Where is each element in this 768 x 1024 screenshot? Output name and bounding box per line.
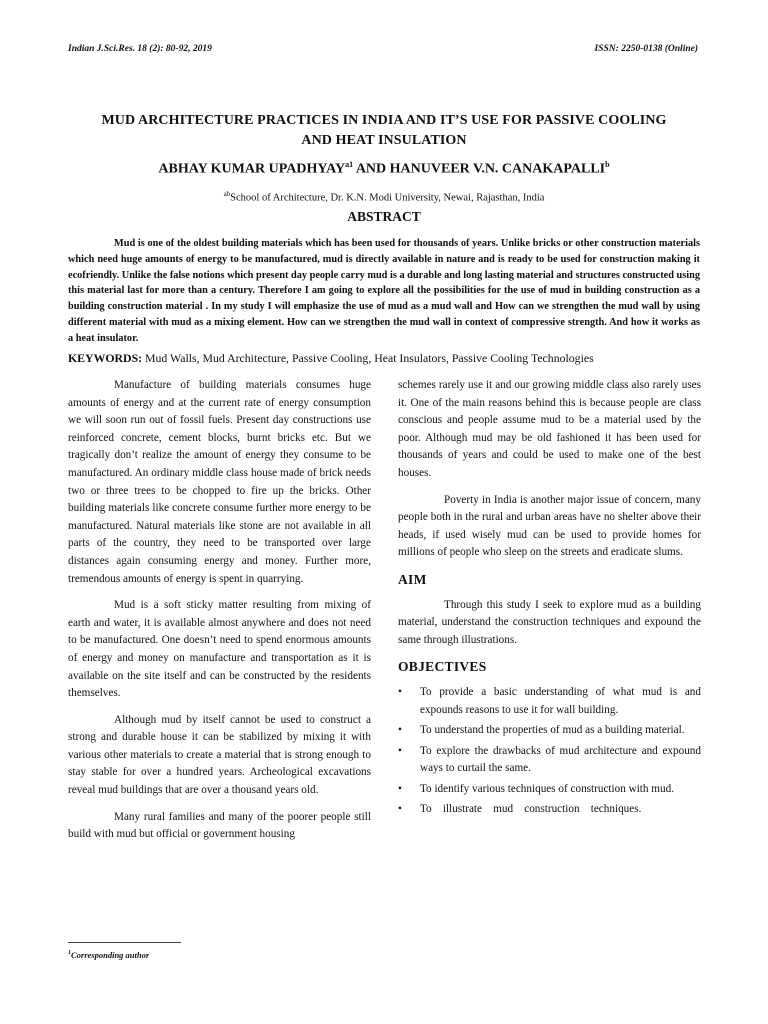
- objective-text: To illustrate mud construction techniques.: [420, 803, 642, 816]
- paragraph: Mud is a soft sticky matter resulting from mixing of earth and water, it is available almost anywhere and does not need to be manufactured. One doesn’t need to spend enormous amounts of energy and money on manufacture and transportation as it is available on the site itself and can be constructed by the residents themselves.: [68, 599, 371, 700]
- paragraph: Manufacture of building materials consumes huge amounts of energy and at the current rate of energy consumption we will soon run out of fossil fuels. Present day constructions use reinforced concrete, cement blocks, burnt bricks etc. But we tragically don’t realize the amount of energy they consume to be manufactured. An ordinary middle class house made of brick needs two or three trees to be chopped to fire up the bricks. Other building materials like concrete consume further more energy to be manufactured. Natural materials like stone are not available in all parts of the country, they need to be transported over large distances again consuming energy and money. Further more, tremendous amounts of energy is spent in quarrying.: [68, 379, 371, 585]
- author-2-affiliation-mark: b: [605, 160, 610, 169]
- author-list: [60, 160, 708, 178]
- title-line-2: AND HEAT INSULATION: [301, 133, 467, 148]
- list-item: [398, 781, 701, 799]
- abstract-text: Mud is one of the oldest building materials which has been used for thousands of years. Unlike bricks or other construction materials which need huge amounts of energy to be manufactured, mud is directly available in nature and is ready to be used for construction making it ecofriendly. Unlike the false notions which present day people carry mud is a durable and long lasting material and structures constructed using this material last for more than a century. Therefore I am going to explore all the possibilities for the use of mud in building construction as a building construction material . In my study I will emphasize the use of mud as a mud wall and How can we strengthen the mud wall by using different material with mud as a mixing element. How can we strengthen the mud wall in context of compressive strength. And how it works as a heat insulator.: [68, 238, 700, 344]
- list-item: [398, 722, 701, 740]
- right-column: [398, 377, 701, 822]
- running-head: [68, 44, 698, 54]
- paragraph: Although mud by itself cannot be used to construct a strong and durable house it can be stabilized by mixing it with various other materials to create a material that is strong enough to stay stable for over a hundred years. Archeological excavations reveal mud buildings that are over a thousand years old.: [68, 713, 371, 797]
- author-1: ABHAY KUMAR UPADHYAY: [158, 161, 346, 177]
- paragraph: schemes rarely use it and our growing middle class also rarely uses it. One of the main reasons behind this is because people are class conscious and people assume mud to be a material used by the poor. Although mud may be old fashioned it has been used for thousands of years and could be used to make one of the best houses.: [398, 379, 701, 479]
- objective-text: To explore the drawbacks of mud architecture and expound ways to curtail the same.: [420, 744, 701, 775]
- bullet-icon: •: [398, 685, 402, 698]
- journal-citation: Indian J.Sci.Res. 18 (2): 80-92, 2019: [68, 44, 212, 54]
- footnote-mark: 1: [68, 950, 71, 957]
- bullet-icon: •: [398, 744, 402, 757]
- keywords-text: Mud Walls, Mud Architecture, Passive Cooling, Heat Insulators, Passive Cooling Technologies: [142, 351, 594, 365]
- abstract-heading: ABSTRACT: [347, 209, 421, 224]
- footnote: [68, 950, 149, 960]
- list-item: [398, 743, 701, 778]
- bullet-icon: •: [398, 724, 402, 737]
- affiliation-mark: ab: [223, 190, 231, 198]
- footnote-divider: [68, 942, 181, 943]
- footnote-text: Corresponding author: [71, 950, 150, 960]
- paragraph: Many rural families and many of the poorer people still build with mud but official or government housing: [68, 810, 371, 841]
- author-1-affiliation-mark: a1: [345, 160, 354, 169]
- keywords: [68, 351, 708, 366]
- objective-text: To provide a basic understanding of what mud is and expounds reasons to use it for wall building.: [420, 685, 701, 716]
- bullet-icon: •: [398, 782, 402, 795]
- bullet-icon: •: [398, 803, 402, 816]
- paragraph: Poverty in India is another major issue of concern, many people both in the rural and urban areas have no shelter above their heads, if used wisely mud can be used to provide homes for millions of people who sleep on the streets and eradicate slums.: [398, 493, 701, 559]
- list-item: [398, 684, 701, 719]
- objectives-heading: OBJECTIVES: [398, 659, 487, 675]
- list-item: [398, 801, 701, 819]
- objective-text: To identify various techniques of construction with mud.: [420, 782, 674, 795]
- issn: ISSN: 2250-0138 (Online): [594, 44, 698, 54]
- aim-heading: AIM: [398, 571, 427, 587]
- objectives-list: [398, 684, 701, 819]
- affiliation-text: School of Architecture, Dr. K.N. Modi University, Newai, Rajasthan, India: [230, 192, 545, 204]
- author-2: AND HANUVEER V.N. CANAKAPALLI: [353, 161, 606, 177]
- title-line-1: MUD ARCHITECTURE PRACTICES IN INDIA AND IT’S USE FOR PASSIVE COOLING: [101, 113, 667, 128]
- aim-text: Through this study I seek to explore mud as a building material, understand the construction techniques and expound the same through illustrations.: [398, 598, 701, 646]
- affiliation: [60, 190, 708, 204]
- paper-title: [60, 111, 708, 151]
- objective-text: To understand the properties of mud as a building material.: [420, 724, 685, 737]
- keywords-label: KEYWORDS:: [68, 351, 143, 365]
- left-column: [68, 377, 371, 853]
